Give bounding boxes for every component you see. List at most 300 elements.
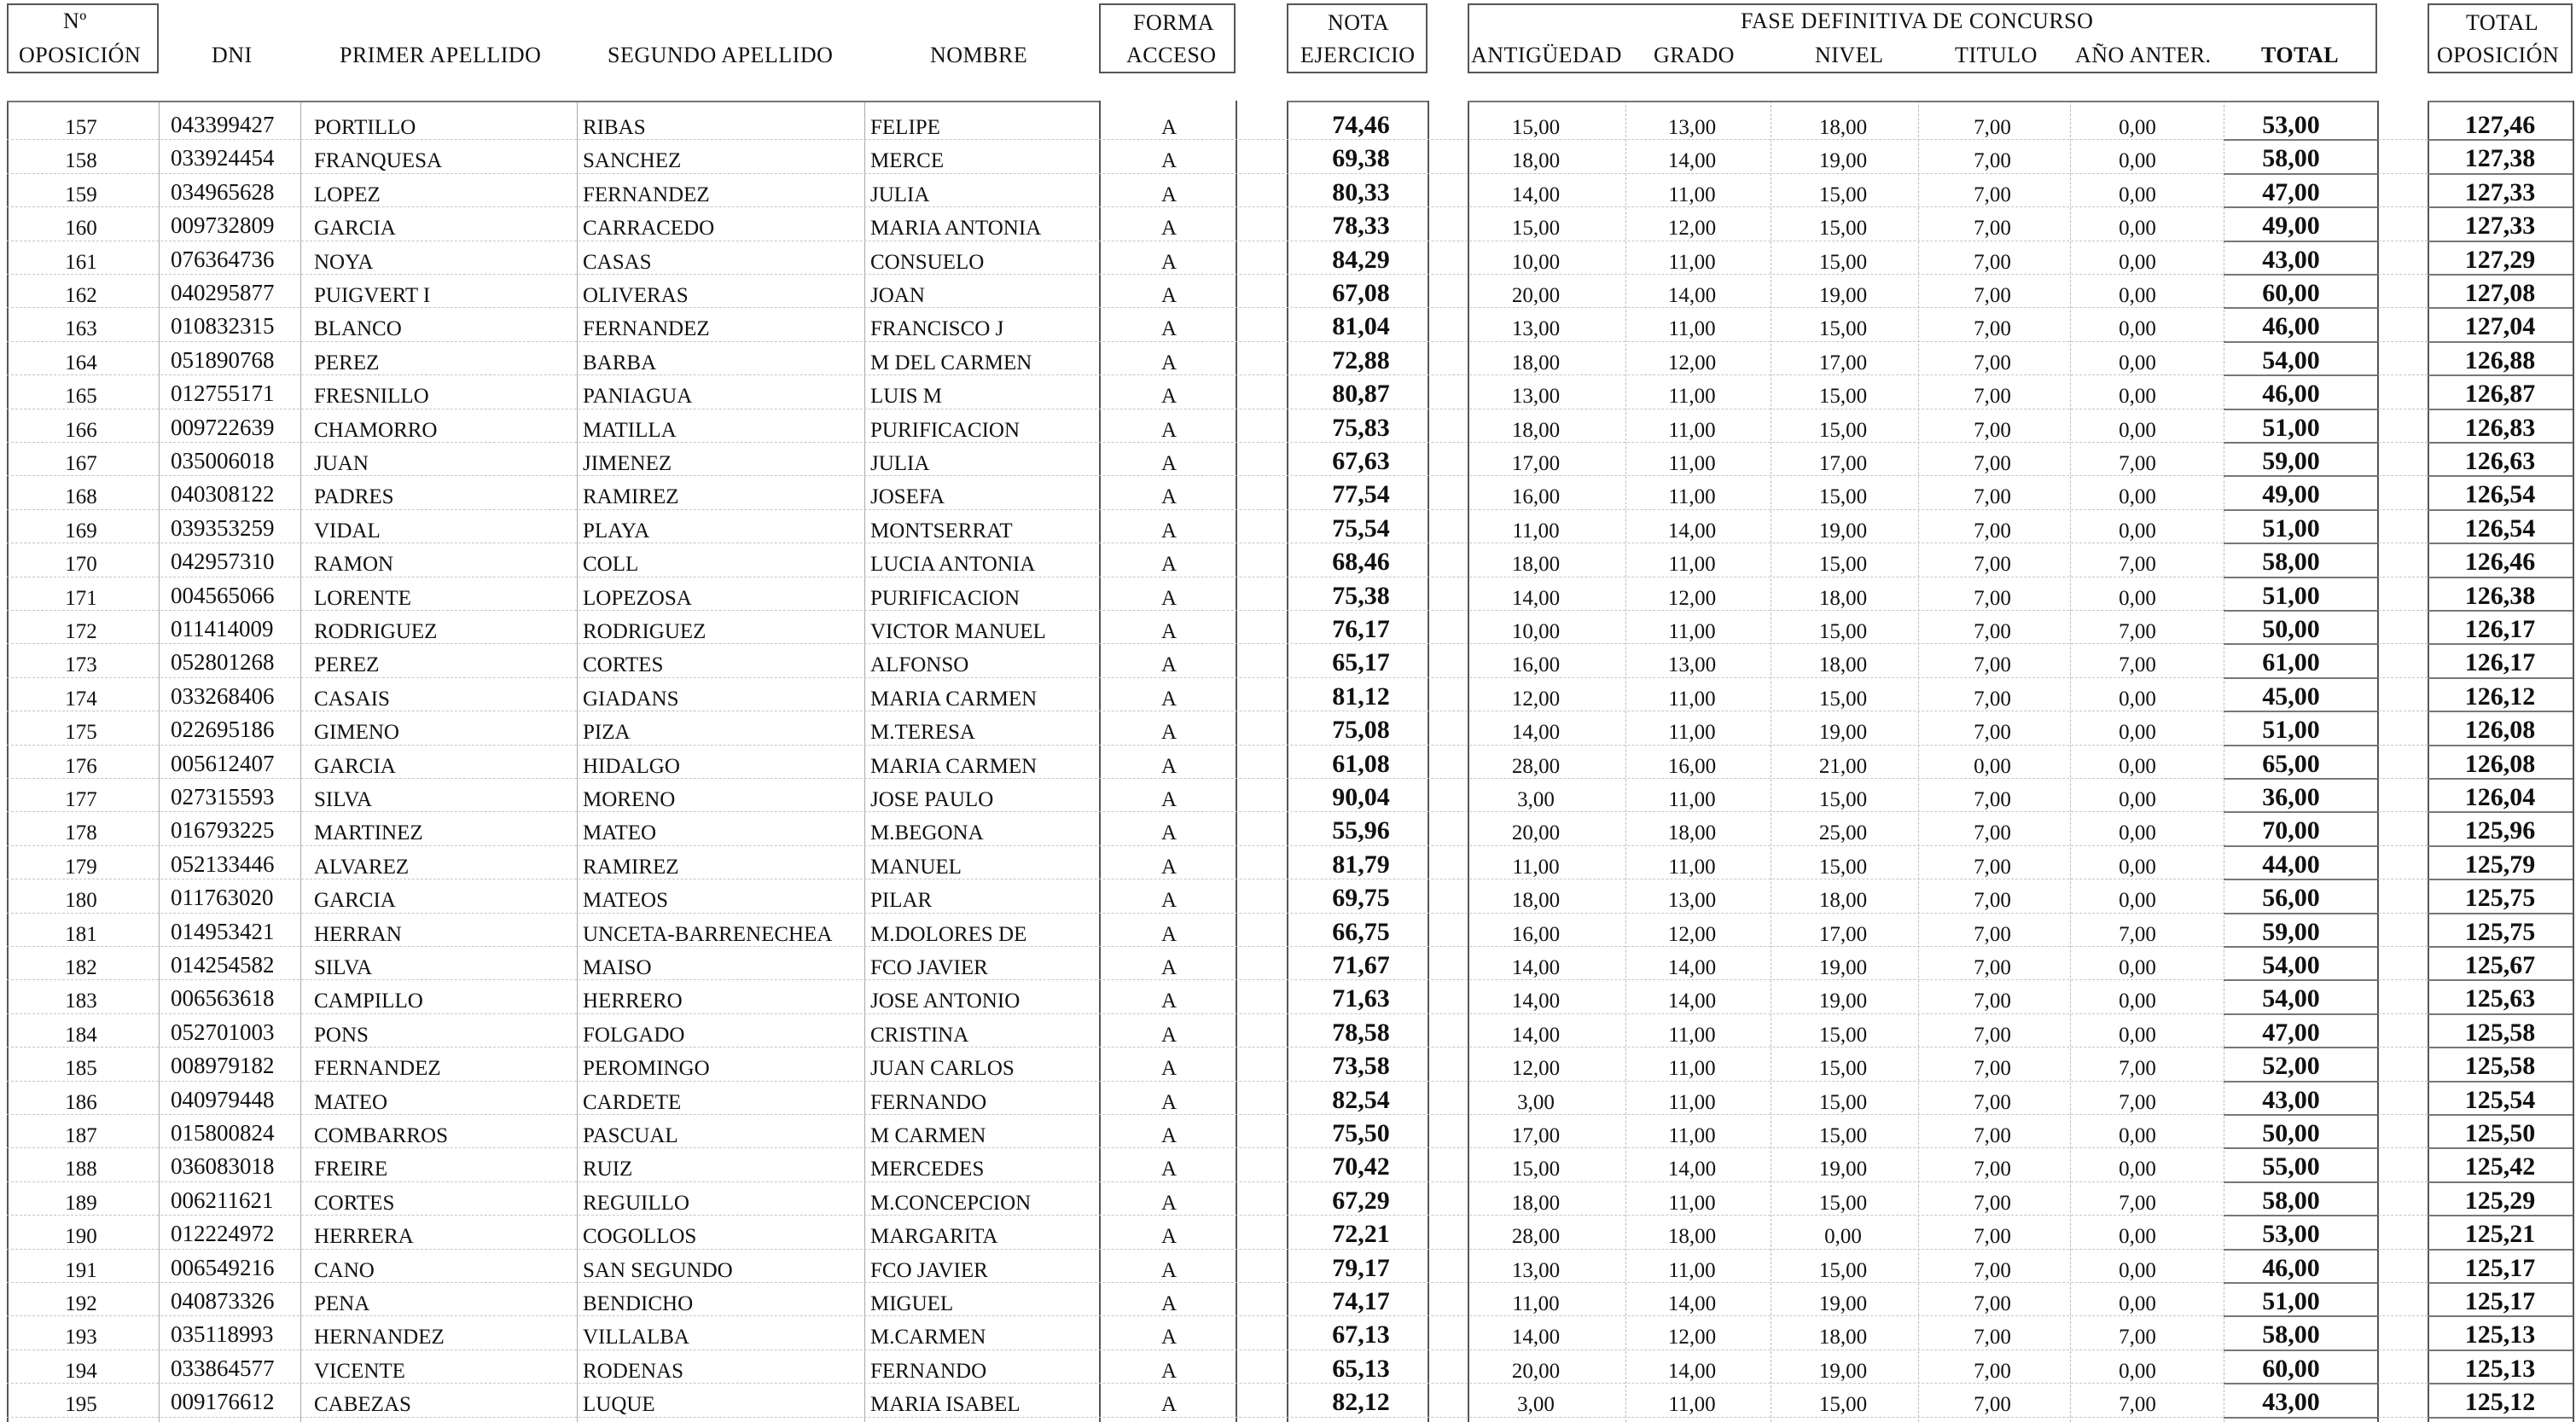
- cell-total: 47,00: [2262, 1018, 2320, 1047]
- cell-antiguedad: 14,00: [1511, 1023, 1561, 1047]
- column-separator: [1918, 101, 1919, 1422]
- cell-grado: 12,00: [1667, 351, 1717, 374]
- cell-dni: 040308122: [171, 481, 275, 508]
- cell-ano-anter: 0,00: [2119, 183, 2156, 206]
- cell-nivel: 19,00: [1818, 1158, 1868, 1181]
- cell-nombre: ALFONSO: [870, 653, 969, 677]
- cell-forma-acceso: A: [1160, 922, 1178, 946]
- cell-n-oposicion: 186: [65, 1090, 97, 1114]
- cell-forma-acceso: A: [1160, 418, 1178, 442]
- cell-total: 47,00: [2262, 177, 2320, 206]
- cell-forma-acceso: A: [1160, 1326, 1178, 1349]
- total-underline: [2224, 1417, 2377, 1419]
- cell-forma-acceso: A: [1160, 485, 1178, 509]
- cell-n-oposicion: 167: [65, 452, 97, 475]
- cell-forma-acceso: A: [1160, 1023, 1178, 1047]
- row-rule: [7, 1181, 2573, 1182]
- cell-total-oposicion: 125,13: [2464, 1354, 2536, 1383]
- cell-dni: 034965628: [171, 178, 275, 205]
- cell-total-oposicion: 126,12: [2464, 682, 2536, 711]
- cell-antiguedad: 3,00: [1517, 1393, 1555, 1417]
- total-op-underline: [2428, 1047, 2573, 1048]
- cell-nota-ejercicio: 75,38: [1332, 581, 1390, 610]
- row-rule: [7, 1081, 2573, 1082]
- cell-segundo-apellido: CARDETE: [583, 1090, 682, 1114]
- cell-total: 43,00: [2262, 1388, 2320, 1417]
- cell-antiguedad: 3,00: [1517, 788, 1555, 811]
- cell-grado: 13,00: [1667, 116, 1717, 139]
- cell-n-oposicion: 164: [65, 351, 97, 374]
- cell-grado: 14,00: [1667, 956, 1717, 979]
- cell-ano-anter: 0,00: [2119, 1292, 2156, 1315]
- cell-segundo-apellido: MATILLA: [583, 418, 677, 442]
- cell-total: 58,00: [2262, 144, 2320, 173]
- cell-primer-apellido: BLANCO: [314, 317, 402, 341]
- cell-segundo-apellido: JIMENEZ: [583, 452, 672, 475]
- cell-total: 59,00: [2262, 917, 2320, 946]
- header-nombre: NOMBRE: [930, 43, 1028, 67]
- cell-forma-acceso: A: [1160, 1225, 1178, 1249]
- total-op-underline: [2428, 241, 2573, 242]
- total-op-underline: [2428, 274, 2573, 276]
- cell-segundo-apellido: MATEO: [583, 821, 657, 845]
- cell-total: 46,00: [2262, 312, 2320, 341]
- total-underline: [2224, 677, 2377, 679]
- row-rule: [7, 913, 2573, 914]
- cell-nota-ejercicio: 75,08: [1332, 716, 1390, 745]
- cell-total: 36,00: [2262, 783, 2320, 811]
- cell-total-oposicion: 125,21: [2464, 1220, 2536, 1249]
- cell-primer-apellido: PUIGVERT I: [314, 284, 431, 307]
- cell-ano-anter: 0,00: [2119, 485, 2156, 509]
- cell-nota-ejercicio: 75,83: [1332, 413, 1390, 442]
- cell-primer-apellido: ALVAREZ: [314, 855, 410, 879]
- cell-nota-ejercicio: 81,04: [1332, 312, 1390, 341]
- cell-primer-apellido: CANO: [314, 1258, 375, 1282]
- cell-dni: 039353259: [171, 514, 275, 541]
- cell-total-oposicion: 127,29: [2464, 245, 2536, 274]
- cell-total-oposicion: 127,33: [2464, 212, 2536, 241]
- cell-total: 45,00: [2262, 682, 2320, 711]
- total-underline: [2224, 1315, 2377, 1317]
- cell-segundo-apellido: PLAYA: [583, 519, 650, 543]
- cell-grado: 11,00: [1668, 788, 1716, 811]
- cell-primer-apellido: PADRES: [314, 485, 394, 509]
- cell-n-oposicion: 159: [65, 183, 97, 206]
- row-rule: [7, 1215, 2573, 1216]
- cell-dni: 035006018: [171, 448, 275, 473]
- cell-nota-ejercicio: 67,63: [1332, 447, 1390, 475]
- cell-n-oposicion: 161: [65, 250, 97, 274]
- cell-segundo-apellido: RUIZ: [583, 1158, 633, 1181]
- total-underline: [2224, 1249, 2377, 1251]
- cell-primer-apellido: FREIRE: [314, 1158, 388, 1181]
- cell-total-oposicion: 125,54: [2464, 1085, 2536, 1114]
- cell-total-oposicion: 126,08: [2464, 716, 2536, 745]
- cell-nota-ejercicio: 71,63: [1332, 984, 1390, 1013]
- cell-nivel: 15,00: [1818, 788, 1868, 811]
- total-op-underline: [2428, 1114, 2573, 1116]
- cell-titulo: 7,00: [1974, 1225, 2011, 1249]
- cell-primer-apellido: HERNANDEZ: [314, 1326, 445, 1349]
- cell-total: 46,00: [2262, 1253, 2320, 1282]
- cell-n-oposicion: 171: [65, 586, 97, 610]
- cell-antiguedad: 28,00: [1511, 1225, 1561, 1249]
- cell-nivel: 18,00: [1818, 586, 1868, 610]
- cell-total: 52,00: [2262, 1052, 2320, 1081]
- total-underline: [2224, 1114, 2377, 1116]
- cell-segundo-apellido: COGOLLOS: [583, 1225, 697, 1249]
- cell-nota-ejercicio: 84,29: [1332, 245, 1390, 274]
- cell-dni: 015800824: [171, 1120, 275, 1146]
- cell-antiguedad: 14,00: [1511, 956, 1561, 979]
- row-rule: [7, 173, 2573, 174]
- cell-grado: 14,00: [1667, 1292, 1717, 1315]
- cell-segundo-apellido: HERRERO: [583, 990, 683, 1013]
- cell-titulo: 7,00: [1974, 620, 2011, 643]
- cell-dni: 033864577: [171, 1355, 275, 1381]
- cell-forma-acceso: A: [1160, 317, 1178, 341]
- cell-primer-apellido: PENA: [314, 1292, 370, 1315]
- table-top-rule: [1287, 101, 1428, 102]
- cell-titulo: 7,00: [1974, 721, 2011, 745]
- cell-ano-anter: 0,00: [2119, 519, 2156, 543]
- cell-n-oposicion: 188: [65, 1158, 97, 1181]
- cell-antiguedad: 13,00: [1511, 1258, 1561, 1282]
- cell-titulo: 7,00: [1974, 586, 2011, 610]
- cell-primer-apellido: SILVA: [314, 788, 373, 811]
- total-op-underline: [2428, 577, 2573, 578]
- cell-grado: 11,00: [1668, 1090, 1716, 1114]
- cell-antiguedad: 11,00: [1512, 855, 1560, 879]
- cell-forma-acceso: A: [1160, 1158, 1178, 1181]
- cell-total: 50,00: [2262, 615, 2320, 643]
- cell-nombre: PURIFICACION: [870, 586, 1021, 610]
- cell-titulo: 7,00: [1974, 485, 2011, 509]
- row-rule: [7, 1147, 2573, 1148]
- cell-grado: 12,00: [1667, 217, 1717, 241]
- cell-segundo-apellido: RAMIREZ: [583, 485, 679, 509]
- cell-titulo: 7,00: [1974, 452, 2011, 475]
- cell-total-oposicion: 125,63: [2464, 984, 2536, 1013]
- row-rule: [7, 341, 2573, 342]
- total-op-underline: [2428, 475, 2573, 477]
- cell-segundo-apellido: RAMIREZ: [583, 855, 679, 879]
- cell-nivel: 25,00: [1818, 821, 1868, 845]
- cell-primer-apellido: VIDAL: [314, 519, 381, 543]
- cell-nota-ejercicio: 74,17: [1332, 1287, 1390, 1315]
- cell-antiguedad: 13,00: [1511, 317, 1561, 341]
- cell-nombre: PILAR: [870, 889, 933, 913]
- cell-ano-anter: 0,00: [2119, 250, 2156, 274]
- cell-nivel: 15,00: [1818, 1023, 1868, 1047]
- cell-total: 54,00: [2262, 984, 2320, 1013]
- cell-forma-acceso: A: [1160, 788, 1178, 811]
- cell-nombre: LUCIA ANTONIA: [870, 553, 1036, 577]
- cell-segundo-apellido: CORTES: [583, 653, 664, 677]
- cell-nota-ejercicio: 81,12: [1332, 682, 1390, 711]
- cell-grado: 11,00: [1668, 485, 1716, 509]
- cell-titulo: 7,00: [1974, 687, 2011, 711]
- cell-primer-apellido: NOYA: [314, 250, 374, 274]
- table-top-rule: [1468, 101, 2377, 102]
- row-rule: [7, 946, 2573, 947]
- cell-nota-ejercicio: 78,58: [1332, 1018, 1390, 1047]
- cell-ano-anter: 7,00: [2119, 452, 2156, 475]
- cell-titulo: 0,00: [1974, 754, 2011, 778]
- cell-forma-acceso: A: [1160, 620, 1178, 643]
- total-op-underline: [2428, 139, 2573, 141]
- cell-ano-anter: 7,00: [2119, 922, 2156, 946]
- total-op-underline: [2428, 946, 2573, 948]
- cell-nivel: 15,00: [1818, 1090, 1868, 1114]
- cell-total-oposicion: 125,29: [2464, 1186, 2536, 1215]
- cell-grado: 14,00: [1667, 284, 1717, 307]
- total-op-underline: [2428, 811, 2573, 813]
- cell-primer-apellido: CHAMORRO: [314, 418, 438, 442]
- total-op-underline: [2428, 643, 2573, 645]
- column-divider: [1236, 101, 1237, 1422]
- cell-nivel: 17,00: [1818, 351, 1868, 374]
- cell-n-oposicion: 170: [65, 553, 97, 577]
- cell-total-oposicion: 125,17: [2464, 1287, 2536, 1315]
- cell-grado: 11,00: [1668, 385, 1716, 409]
- cell-forma-acceso: A: [1160, 1090, 1178, 1114]
- cell-n-oposicion: 173: [65, 653, 97, 677]
- cell-total-oposicion: 125,12: [2464, 1388, 2536, 1417]
- cell-nota-ejercicio: 69,38: [1332, 144, 1390, 173]
- cell-grado: 11,00: [1668, 1023, 1716, 1047]
- column-divider: [7, 101, 9, 1422]
- total-op-underline: [2428, 206, 2573, 208]
- cell-grado: 12,00: [1667, 586, 1717, 610]
- cell-grado: 11,00: [1668, 553, 1716, 577]
- cell-nota-ejercicio: 69,75: [1332, 884, 1390, 913]
- cell-total-oposicion: 125,42: [2464, 1152, 2536, 1181]
- cell-segundo-apellido: LOPEZOSA: [583, 586, 692, 610]
- cell-titulo: 7,00: [1974, 1359, 2011, 1383]
- cell-primer-apellido: PEREZ: [314, 351, 380, 374]
- cell-forma-acceso: A: [1160, 687, 1178, 711]
- cell-grado: 14,00: [1667, 519, 1717, 543]
- cell-segundo-apellido: SANCHEZ: [583, 149, 682, 173]
- cell-nivel: 19,00: [1818, 1292, 1868, 1315]
- cell-nivel: 15,00: [1818, 418, 1868, 442]
- cell-forma-acceso: A: [1160, 519, 1178, 543]
- column-divider: [2428, 101, 2429, 1422]
- cell-total-oposicion: 127,33: [2464, 177, 2536, 206]
- total-op-underline: [2428, 1249, 2573, 1251]
- cell-ano-anter: 0,00: [2119, 1258, 2156, 1282]
- total-op-underline: [2428, 1013, 2573, 1015]
- cell-segundo-apellido: VILLALBA: [583, 1326, 689, 1349]
- cell-segundo-apellido: PEROMINGO: [583, 1057, 710, 1081]
- header-ejercicio: EJERCICIO: [1300, 43, 1416, 67]
- cell-total-oposicion: 126,63: [2464, 447, 2536, 475]
- cell-grado: 14,00: [1667, 1359, 1717, 1383]
- cell-nombre: MONTSERRAT: [870, 519, 1013, 543]
- cell-nota-ejercicio: 72,88: [1332, 345, 1390, 374]
- cell-nota-ejercicio: 82,12: [1332, 1388, 1390, 1417]
- cell-ano-anter: 7,00: [2119, 620, 2156, 643]
- total-underline: [2224, 1013, 2377, 1015]
- cell-dni: 052801268: [171, 649, 275, 676]
- cell-total-oposicion: 126,17: [2464, 648, 2536, 677]
- cell-n-oposicion: 162: [65, 284, 97, 307]
- cell-n-oposicion: 172: [65, 620, 97, 643]
- header-titulo: TITULO: [1955, 43, 2038, 67]
- cell-segundo-apellido: PASCUAL: [583, 1124, 678, 1147]
- cell-nota-ejercicio: 80,33: [1332, 177, 1390, 206]
- cell-nivel: 15,00: [1818, 183, 1868, 206]
- cell-segundo-apellido: PANIAGUA: [583, 385, 693, 409]
- cell-nombre: CONSUELO: [870, 250, 985, 274]
- column-separator: [864, 101, 865, 1422]
- cell-total-oposicion: 127,04: [2464, 312, 2536, 341]
- cell-ano-anter: 0,00: [2119, 721, 2156, 745]
- cell-total-oposicion: 126,87: [2464, 380, 2536, 409]
- cell-nivel: 15,00: [1818, 855, 1868, 879]
- column-divider: [1099, 101, 1101, 1422]
- cell-nivel: 15,00: [1818, 553, 1868, 577]
- total-underline: [2224, 577, 2377, 578]
- cell-ano-anter: 0,00: [2119, 418, 2156, 442]
- cell-total-oposicion: 126,88: [2464, 345, 2536, 374]
- cell-n-oposicion: 176: [65, 754, 97, 778]
- cell-forma-acceso: A: [1160, 250, 1178, 274]
- cell-antiguedad: 16,00: [1511, 922, 1561, 946]
- cell-nivel: 15,00: [1818, 1393, 1868, 1417]
- cell-antiguedad: 18,00: [1511, 149, 1561, 173]
- cell-dni: 051890768: [171, 346, 275, 373]
- total-op-underline: [2428, 1282, 2573, 1284]
- cell-primer-apellido: MARTINEZ: [314, 821, 423, 845]
- row-rule: [7, 1114, 2573, 1115]
- header-segundo-apellido: SEGUNDO APELLIDO: [608, 43, 834, 67]
- row-rule: [7, 1282, 2573, 1283]
- cell-ano-anter: 0,00: [2119, 788, 2156, 811]
- cell-titulo: 7,00: [1974, 317, 2011, 341]
- cell-titulo: 7,00: [1974, 1124, 2011, 1147]
- cell-ano-anter: 7,00: [2119, 1191, 2156, 1215]
- row-rule: [7, 206, 2573, 207]
- cell-dni: 022695186: [171, 717, 275, 743]
- cell-nota-ejercicio: 79,17: [1332, 1253, 1390, 1282]
- cell-antiguedad: 3,00: [1517, 1090, 1555, 1114]
- cell-nivel: 17,00: [1818, 452, 1868, 475]
- cell-n-oposicion: 179: [65, 855, 97, 879]
- cell-primer-apellido: MATEO: [314, 1090, 388, 1114]
- cell-dni: 033924454: [171, 145, 275, 171]
- cell-nombre: PURIFICACION: [870, 418, 1021, 442]
- cell-nivel: 19,00: [1818, 956, 1868, 979]
- cell-forma-acceso: A: [1160, 653, 1178, 677]
- cell-dni: 005612407: [171, 750, 275, 776]
- column-divider: [2573, 101, 2574, 1422]
- cell-titulo: 7,00: [1974, 1057, 2011, 1081]
- cell-nivel: 0,00: [1824, 1225, 1862, 1249]
- cell-segundo-apellido: FERNANDEZ: [583, 317, 710, 341]
- cell-dni: 042957310: [171, 548, 275, 575]
- cell-nivel: 17,00: [1818, 922, 1868, 946]
- cell-n-oposicion: 169: [65, 519, 97, 543]
- cell-antiguedad: 16,00: [1511, 485, 1561, 509]
- cell-ano-anter: 0,00: [2119, 687, 2156, 711]
- cell-total: 58,00: [2262, 548, 2320, 577]
- cell-n-oposicion: 181: [65, 922, 97, 946]
- cell-primer-apellido: SILVA: [314, 956, 373, 979]
- total-op-underline: [2428, 442, 2573, 444]
- cell-ano-anter: 0,00: [2119, 116, 2156, 139]
- total-underline: [2224, 1215, 2377, 1216]
- cell-grado: 13,00: [1667, 889, 1717, 913]
- cell-ano-anter: 0,00: [2119, 821, 2156, 845]
- total-op-underline: [2428, 879, 2573, 880]
- header-nivel: NIVEL: [1815, 43, 1884, 67]
- cell-total: 61,00: [2262, 648, 2320, 677]
- cell-nombre: CRISTINA: [870, 1023, 969, 1047]
- cell-nivel: 19,00: [1818, 149, 1868, 173]
- cell-dni: 052133446: [171, 850, 275, 877]
- cell-forma-acceso: A: [1160, 586, 1178, 610]
- cell-grado: 14,00: [1667, 990, 1717, 1013]
- cell-n-oposicion: 189: [65, 1191, 97, 1215]
- header-total: TOTAL: [2261, 43, 2340, 67]
- cell-ano-anter: 0,00: [2119, 351, 2156, 374]
- total-op-underline: [2428, 509, 2573, 511]
- row-rule: [7, 442, 2573, 443]
- cell-forma-acceso: A: [1160, 385, 1178, 409]
- cell-n-oposicion: 175: [65, 721, 97, 745]
- row-rule: [7, 139, 2573, 140]
- cell-nivel: 18,00: [1818, 1326, 1868, 1349]
- cell-dni: 009176612: [171, 1389, 275, 1415]
- total-underline: [2224, 442, 2377, 444]
- cell-total-oposicion: 126,17: [2464, 615, 2536, 643]
- cell-grado: 11,00: [1668, 1191, 1716, 1215]
- cell-nivel: 18,00: [1818, 116, 1868, 139]
- cell-total: 43,00: [2262, 1085, 2320, 1114]
- cell-dni: 043399427: [171, 112, 275, 137]
- cell-nombre: FCO JAVIER: [870, 956, 988, 979]
- cell-antiguedad: 18,00: [1511, 418, 1561, 442]
- cell-total-oposicion: 126,54: [2464, 514, 2536, 543]
- total-underline: [2224, 1147, 2377, 1149]
- row-rule: [7, 274, 2573, 275]
- cell-antiguedad: 18,00: [1511, 889, 1561, 913]
- cell-nivel: 19,00: [1818, 721, 1868, 745]
- cell-titulo: 7,00: [1974, 351, 2011, 374]
- cell-grado: 16,00: [1667, 754, 1717, 778]
- cell-segundo-apellido: MATEOS: [583, 889, 669, 913]
- cell-nota-ejercicio: 75,54: [1332, 514, 1390, 543]
- column-divider: [1287, 101, 1288, 1422]
- cell-dni: 009732809: [171, 212, 275, 239]
- cell-nombre: MIGUEL: [870, 1292, 954, 1315]
- row-rule: [7, 845, 2573, 846]
- cell-total-oposicion: 126,08: [2464, 749, 2536, 778]
- cell-nombre: MERCE: [870, 149, 945, 173]
- cell-nombre: M.DOLORES DE: [870, 922, 1027, 946]
- cell-titulo: 7,00: [1974, 990, 2011, 1013]
- cell-nota-ejercicio: 70,42: [1332, 1152, 1390, 1181]
- cell-dni: 033268406: [171, 682, 275, 709]
- cell-titulo: 7,00: [1974, 1090, 2011, 1114]
- total-op-underline: [2428, 1147, 2573, 1149]
- total-underline: [2224, 811, 2377, 813]
- cell-total: 51,00: [2262, 514, 2320, 543]
- header-dni: DNI: [212, 43, 253, 67]
